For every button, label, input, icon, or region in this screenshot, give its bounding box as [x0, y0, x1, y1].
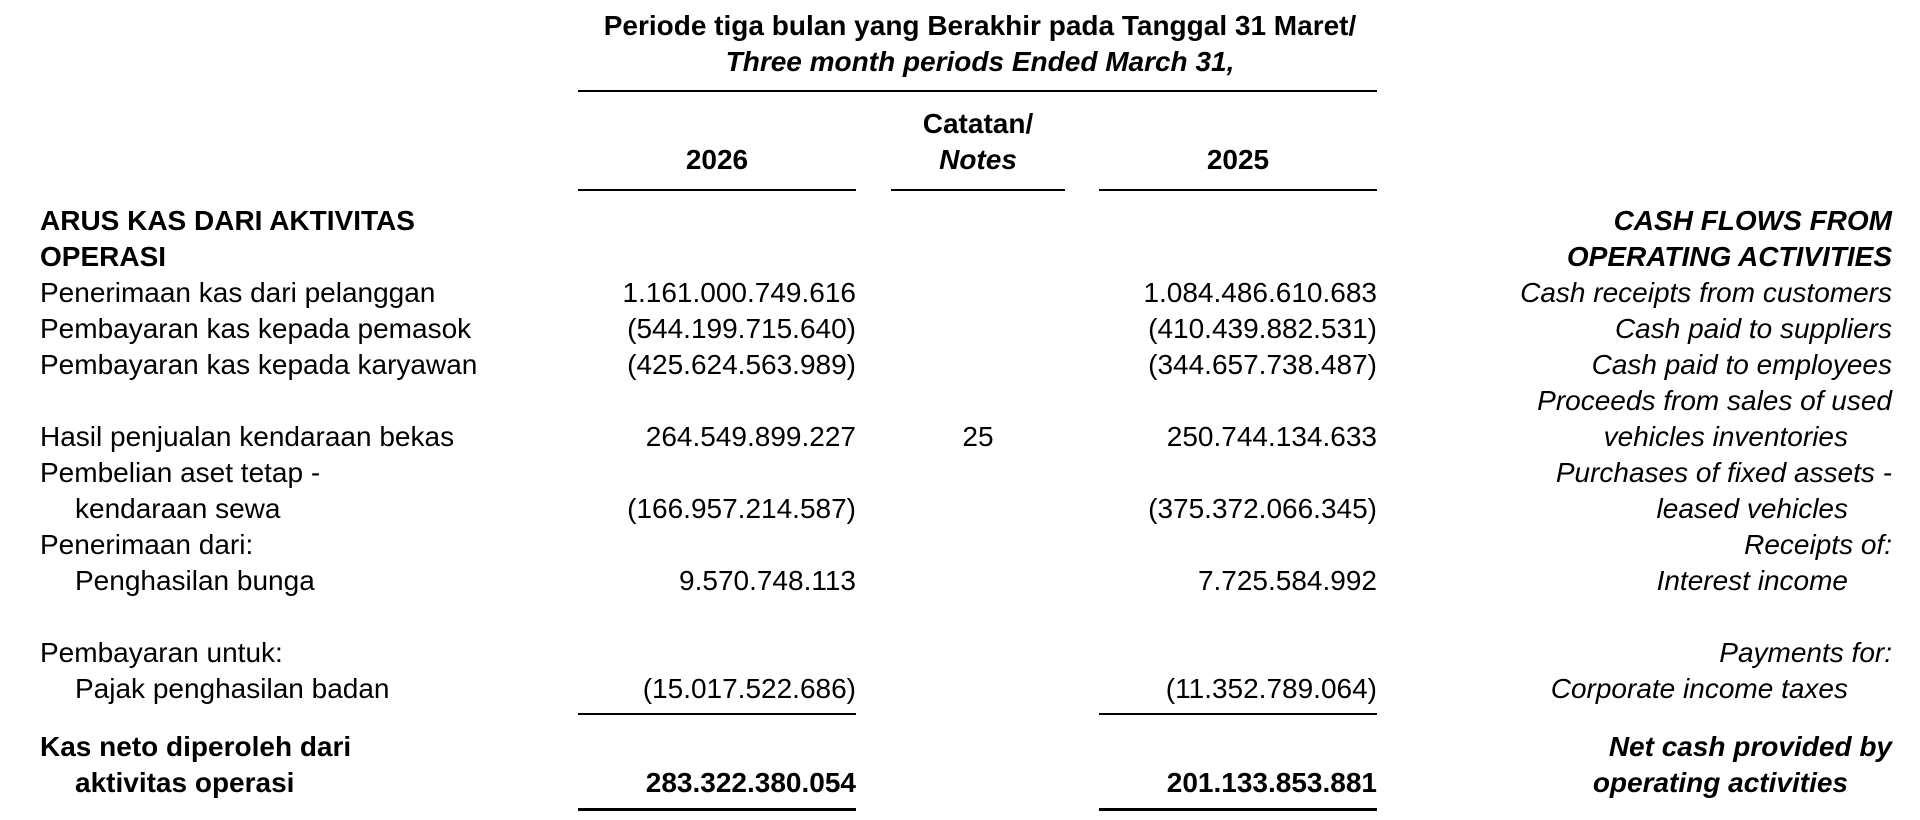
- column-header-2025: 2025: [1206, 144, 1270, 175]
- row-label-id: Penerimaan dari:: [40, 529, 254, 560]
- total-label-en: Net cash provided by: [1608, 731, 1892, 762]
- row-label-en-2: [1420, 563, 1892, 599]
- period-heading-id: Periode tiga bulan yang Berakhir pada Tanggal 31 Maret/: [603, 10, 1357, 41]
- section-title-en: CASH FLOWS FROM: [1613, 205, 1892, 236]
- row-label-id: Pembayaran kas kepada karyawan: [40, 349, 478, 380]
- row-label-en: Receipts of:: [1744, 529, 1892, 560]
- row-label-id: Pembayaran untuk:: [40, 637, 283, 668]
- row-label-en: Cash paid to employees: [1591, 349, 1892, 380]
- row-label-id: Pembayaran kas kepada pemasok: [40, 313, 472, 344]
- row-label-en-2: [1420, 491, 1892, 527]
- row-label-id-2: Penghasilan bunga: [75, 565, 315, 596]
- subtotal-rule-2026: [578, 713, 856, 715]
- column-rule-notes: [891, 189, 1065, 191]
- row-label-id: Hasil penjualan kendaraan bekas: [40, 421, 455, 452]
- row-label-en-2: [1420, 419, 1892, 455]
- row-value-2026: 264.549.899.227: [645, 421, 856, 452]
- section-title-en-2: OPERATING ACTIVITIES: [1566, 241, 1892, 272]
- row-label-en-2-text: Corporate income taxes: [1550, 673, 1848, 704]
- row-label-en-2-text: Interest income: [1656, 565, 1848, 596]
- column-rule-2025: [1099, 189, 1377, 191]
- row-value-2025: 250.744.134.633: [1166, 421, 1377, 452]
- row-value-2026: (544.199.715.640): [627, 313, 856, 344]
- column-header-notes-en: Notes: [939, 144, 1017, 175]
- row-value-2025: (410.439.882.531): [1148, 313, 1377, 344]
- row-label-id-2: kendaraan sewa: [75, 493, 281, 524]
- row-label-en: Purchases of fixed assets -: [1555, 457, 1892, 488]
- section-title-id-2: OPERASI: [40, 241, 167, 272]
- row-label-en-2: [1420, 671, 1892, 707]
- total-label-en-2: [1420, 765, 1892, 801]
- column-header-2026: 2026: [685, 144, 749, 175]
- row-note-ref: 25: [962, 421, 994, 452]
- row-value-2026: (425.624.563.989): [627, 349, 856, 380]
- row-value-2025: (11.352.789.064): [1165, 673, 1377, 704]
- period-heading-en: Three month periods Ended March 31,: [725, 46, 1235, 77]
- subtotal-rule-2025: [1099, 713, 1377, 715]
- row-label-en: Cash paid to suppliers: [1614, 313, 1892, 344]
- header-rule: [578, 90, 1377, 92]
- total-value-2025: 201.133.853.881: [1166, 767, 1377, 798]
- row-label-en-2-text: vehicles inventories: [1603, 421, 1848, 452]
- column-header-notes-id: Catatan/: [922, 108, 1034, 139]
- row-label-en: Cash receipts from customers: [1520, 277, 1892, 308]
- row-value-2025: 7.725.584.992: [1197, 565, 1377, 596]
- row-label-id: Pembelian aset tetap -: [40, 457, 321, 488]
- section-title-id: ARUS KAS DARI AKTIVITAS: [40, 205, 415, 236]
- row-value-2026: (166.957.214.587): [627, 493, 856, 524]
- total-value-2026: 283.322.380.054: [645, 767, 856, 798]
- column-rule-2026: [578, 189, 856, 191]
- total-label-id: Kas neto diperoleh dari: [40, 731, 352, 762]
- total-label-en-2-text: operating activities: [1592, 767, 1848, 798]
- row-value-2026: 1.161.000.749.616: [622, 277, 856, 308]
- row-value-2026: 9.570.748.113: [679, 565, 856, 596]
- row-label-en: Payments for:: [1719, 637, 1892, 668]
- total-label-id-2: aktivitas operasi: [75, 767, 295, 798]
- row-label-id-2: Pajak penghasilan badan: [75, 673, 390, 704]
- row-value-2025: 1.084.486.610.683: [1143, 277, 1377, 308]
- row-label-en: Proceeds from sales of used: [1537, 385, 1892, 416]
- row-value-2025: (375.372.066.345): [1148, 493, 1377, 524]
- total-rule-2025: [1099, 808, 1377, 811]
- row-label-en-2-text: leased vehicles: [1656, 493, 1848, 524]
- row-label-id: Penerimaan kas dari pelanggan: [40, 277, 436, 308]
- row-value-2025: (344.657.738.487): [1148, 349, 1377, 380]
- row-value-2026: (15.017.522.686): [642, 673, 856, 704]
- total-rule-2026: [578, 808, 856, 811]
